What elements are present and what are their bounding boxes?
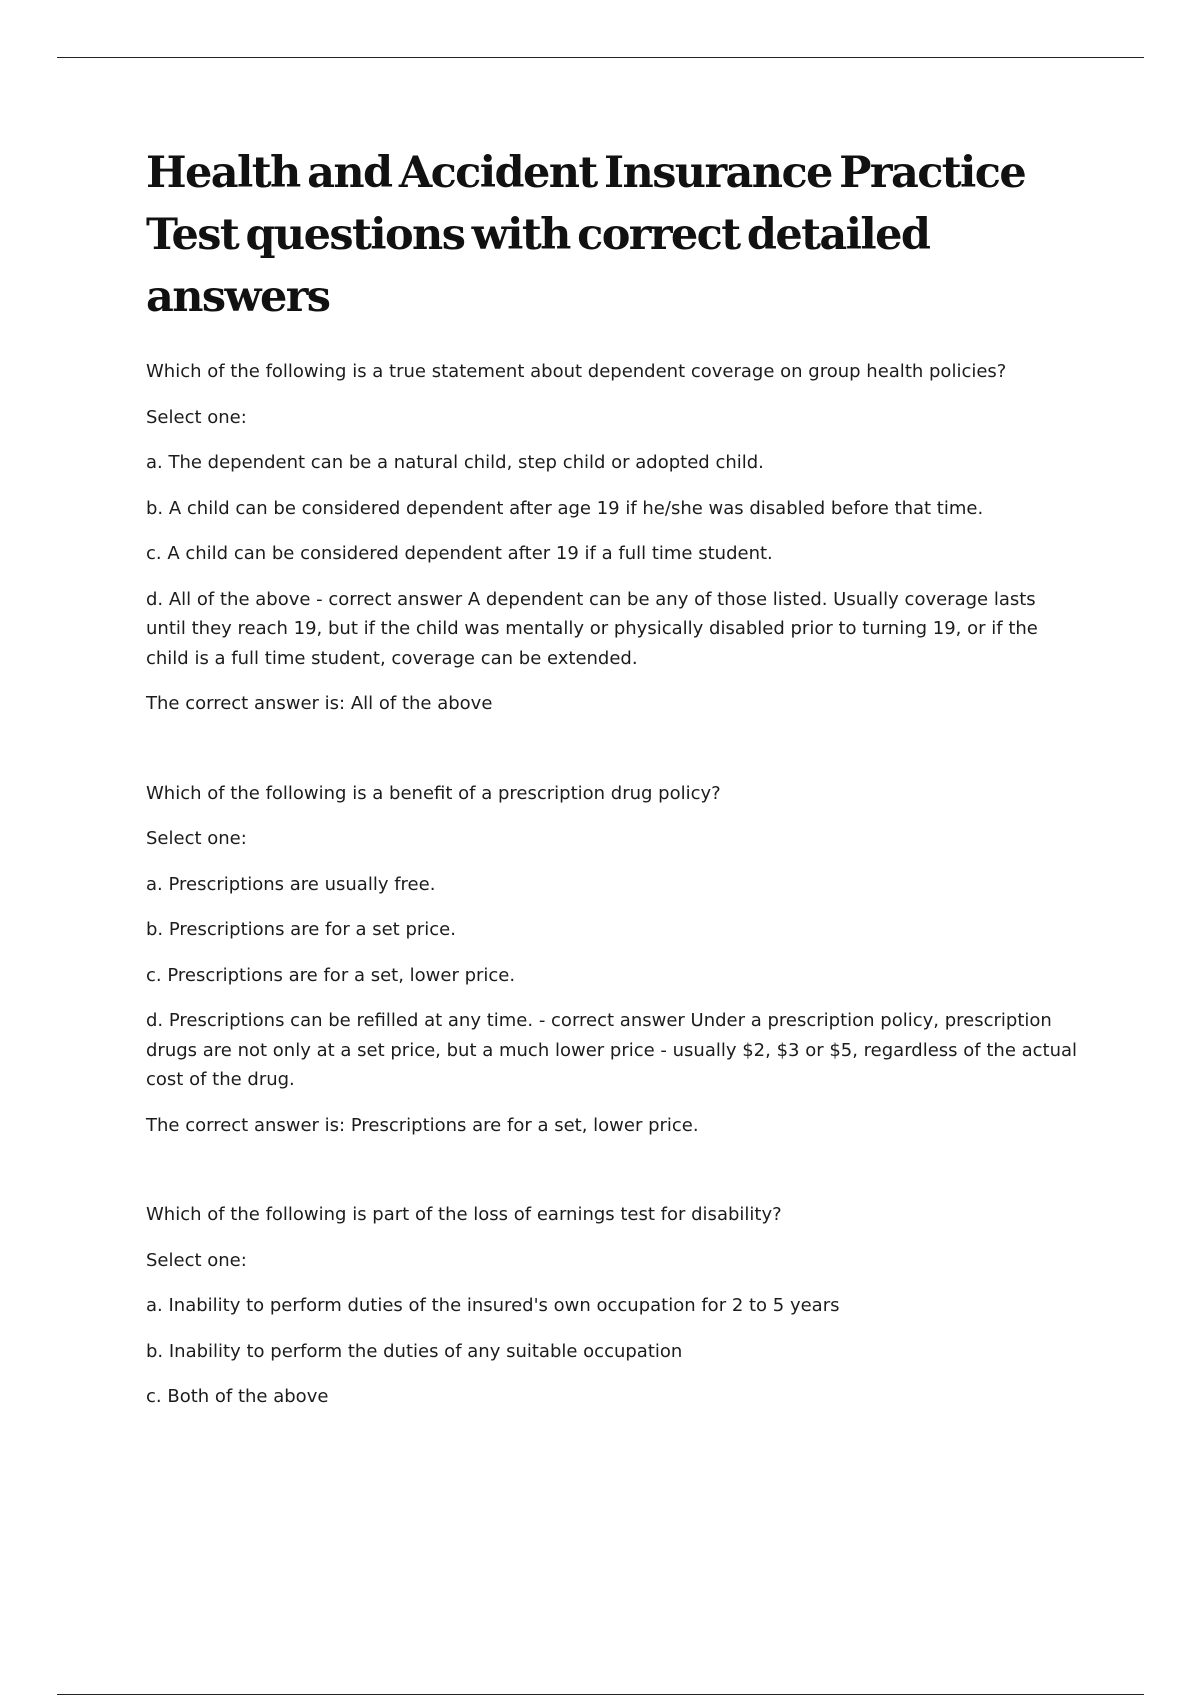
- question-prompt: Which of the following is a benefit of a prescription drug policy?: [146, 782, 721, 804]
- answer-option: a. Prescriptions are usually free.: [146, 873, 436, 895]
- question-prompt: Which of the following is part of the loss of earnings test for disability?: [146, 1204, 782, 1225]
- document-title: Health and Accident Insurance Practice Test questions with correct detailed answers: [146, 148, 1026, 322]
- answer-option: b. Prescriptions are for a set price.: [146, 919, 456, 940]
- select-label: Select one:: [146, 1249, 247, 1271]
- answer-option: d. All of the above - correct answer A dependent can be any of those listed. Usually coverage lasts until they reach 19, but if the child was mentally or physically disabled prior to turning 19, or if the child is a full time student, coverage can be extended.: [146, 588, 1038, 669]
- correct-answer: The correct answer is: Prescriptions are for a set, lower price.: [146, 1114, 699, 1136]
- answer-option: d. Prescriptions can be refilled at any time. - correct answer Under a prescription policy, prescription drugs are not only at a set price, but a much lower price - usually $2, $3 or $5, regardless of the actual cost of the drug.: [146, 1010, 1078, 1090]
- answer-option: a. Inability to perform duties of the insured's own occupation for 2 to 5 years: [146, 1295, 840, 1316]
- answer-option: c. Prescriptions are for a set, lower price.: [146, 964, 516, 986]
- top-divider: [57, 57, 1144, 58]
- question-prompt: Which of the following is a true statement about dependent coverage on group health policies?: [146, 361, 1007, 382]
- question-block: [146, 357, 1081, 719]
- bottom-divider: [57, 1694, 1144, 1695]
- question-block: [146, 1200, 1081, 1412]
- answer-option: b. A child can be considered dependent after age 19 if he/she was disabled before that time.: [146, 497, 984, 519]
- correct-answer: The correct answer is: All of the above: [146, 693, 493, 714]
- select-label: Select one:: [146, 406, 247, 428]
- answer-option: a. The dependent can be a natural child, step child or adopted child.: [146, 452, 764, 473]
- answer-option: c. Both of the above: [146, 1386, 329, 1407]
- select-label: Select one:: [146, 828, 247, 849]
- question-list: [146, 357, 1081, 1472]
- answer-option: c. A child can be considered dependent after 19 if a full time student.: [146, 543, 773, 564]
- question-block: [146, 779, 1081, 1141]
- answer-option: b. Inability to perform the duties of any suitable occupation: [146, 1340, 683, 1362]
